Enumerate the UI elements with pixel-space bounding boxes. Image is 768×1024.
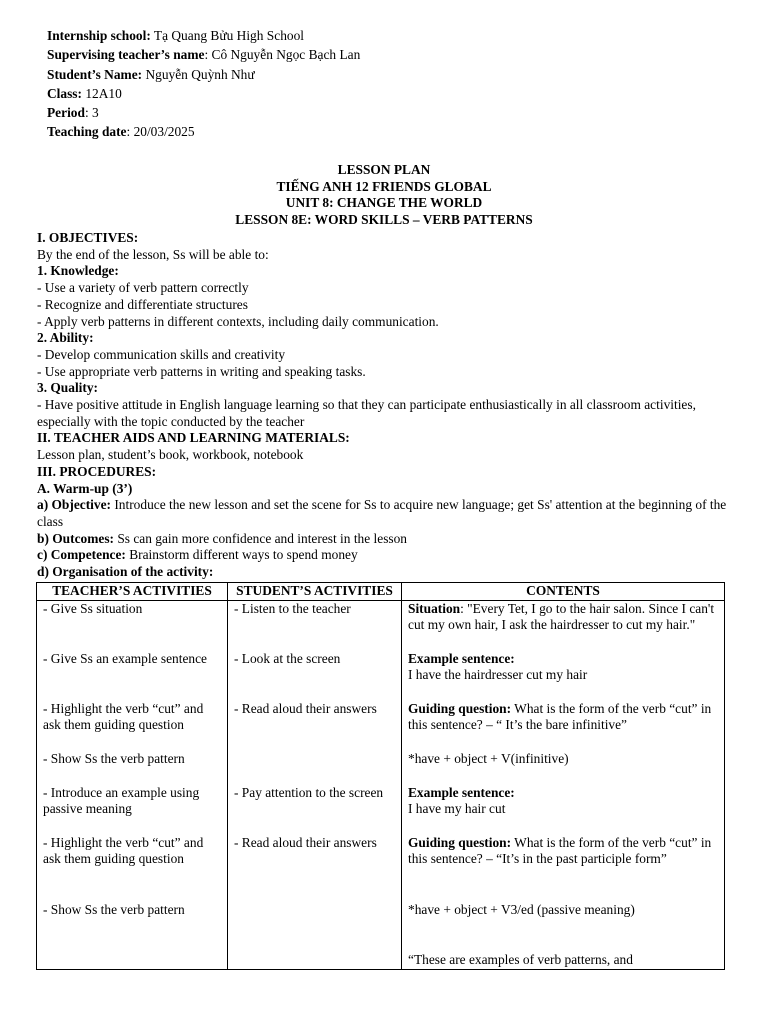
title-line-1: LESSON PLAN bbox=[337, 162, 431, 177]
objectives-intro: By the end of the lesson, Ss will be able to: bbox=[37, 246, 269, 262]
knowledge-item: - Use a variety of verb pattern correctly bbox=[37, 280, 249, 296]
quality-item: - Have positive attitude in English language learning so that they can participate enthusiastically in all classroom activities, especially with the topic conducted by the teacher bbox=[37, 397, 696, 429]
header-teacher-activities: TEACHER’S ACTIVITIES bbox=[37, 583, 228, 601]
student-activities-cell bbox=[228, 600, 402, 969]
verb-pattern-1: *have + object + V(infinitive) bbox=[408, 750, 569, 766]
ability-item: - Use appropriate verb patterns in writing and speaking tasks. bbox=[37, 363, 366, 379]
competence-paragraph: c) Competence: Brainstorm different ways to spend money bbox=[37, 547, 358, 563]
school-line: Internship school: Tạ Quang Bửu High School bbox=[47, 28, 304, 43]
quality-heading: 3. Quality: bbox=[37, 380, 99, 396]
title-line-3: UNIT 8: CHANGE THE WORLD bbox=[285, 195, 483, 211]
title-line-2: TIẾNG ANH 12 FRIENDS GLOBAL bbox=[276, 178, 492, 194]
teacher-step: - Highlight the verb “cut” and ask them guiding question bbox=[43, 700, 204, 733]
class-line: Class: 12A10 bbox=[47, 85, 122, 101]
guiding-question-1: Guiding question: What is the form of the verb “cut” in this sentence? – “ It’s the bare infinitive” bbox=[408, 700, 712, 733]
teacher-step: - Highlight the verb “cut” and ask them guiding question bbox=[43, 834, 204, 867]
procedures-heading: III. PROCEDURES: bbox=[37, 463, 157, 479]
situation-text: Situation: "Every Tet, I go to the hair salon. Since I can't cut my own hair, I ask the hairdresser to cut my hair." bbox=[408, 600, 715, 633]
teacher-activities-cell bbox=[37, 600, 228, 969]
student-step: - Pay attention to the screen bbox=[234, 784, 384, 800]
title-line-4: LESSON 8E: WORD SKILLS – VERB PATTERNS bbox=[235, 212, 533, 228]
student-step: - Listen to the teacher bbox=[234, 600, 351, 616]
student-step: - Read aloud their answers bbox=[234, 700, 377, 716]
guiding-question-2: Guiding question: What is the form of the verb “cut” in this sentence? – “It’s in the past participle form” bbox=[408, 834, 712, 867]
student-step: - Look at the screen bbox=[234, 650, 341, 666]
table-row bbox=[37, 600, 725, 969]
student-step: - Read aloud their answers bbox=[234, 834, 377, 850]
teacher-step: - Give Ss an example sentence bbox=[43, 650, 207, 666]
activity-table bbox=[36, 582, 725, 970]
period-line: Period: 3 bbox=[47, 105, 99, 121]
student-line: Student’s Name: Nguyễn Quỳnh Như bbox=[47, 66, 255, 82]
knowledge-item: - Recognize and differentiate structures bbox=[37, 296, 248, 312]
aids-text: Lesson plan, student’s book, workbook, notebook bbox=[37, 447, 304, 463]
lesson-title bbox=[37, 162, 731, 229]
warmup-heading: A. Warm-up (3’) bbox=[37, 480, 133, 496]
date-line: Teaching date: 20/03/2025 bbox=[47, 124, 195, 140]
example-sentence-2: Example sentence: I have my hair cut bbox=[408, 784, 515, 817]
teacher-line: Supervising teacher’s name: Cô Nguyễn Ngọc Bạch Lan bbox=[47, 47, 361, 63]
organisation-heading: d) Organisation of the activity: bbox=[37, 564, 214, 580]
contents-cell bbox=[402, 600, 725, 969]
objective-paragraph: a) Objective: Introduce the new lesson and set the scene for Ss to acquire new language; get Ss' attention at the beginning of the class bbox=[37, 497, 727, 529]
teacher-step: - Show Ss the verb pattern bbox=[43, 750, 185, 766]
example-sentence-1: Example sentence: I have the hairdresser cut my hair bbox=[408, 650, 588, 683]
knowledge-item: - Apply verb patterns in different contexts, including daily communication. bbox=[37, 313, 439, 329]
lesson-header bbox=[47, 26, 360, 142]
verb-pattern-2: *have + object + V3/ed (passive meaning) bbox=[408, 901, 635, 917]
aids-heading: II. TEACHER AIDS AND LEARNING MATERIALS: bbox=[37, 430, 350, 446]
knowledge-heading: 1. Knowledge: bbox=[37, 263, 119, 279]
table-header-row bbox=[37, 583, 725, 601]
teacher-step: - Show Ss the verb pattern bbox=[43, 901, 185, 917]
ability-item: - Develop communication skills and creativity bbox=[37, 346, 286, 362]
outcomes-paragraph: b) Outcomes: Ss can gain more confidence and interest in the lesson bbox=[37, 530, 408, 546]
objectives-heading: I. OBJECTIVES: bbox=[37, 230, 139, 245]
ability-heading: 2. Ability: bbox=[37, 330, 94, 346]
teacher-step: - Give Ss situation bbox=[43, 600, 143, 616]
lesson-body bbox=[37, 230, 737, 581]
closing-text: “These are examples of verb patterns, and bbox=[408, 951, 633, 967]
teacher-step: - Introduce an example using passive meaning bbox=[43, 784, 200, 817]
header-student-activities: STUDENT’S ACTIVITIES bbox=[228, 583, 402, 601]
header-contents: CONTENTS bbox=[402, 583, 725, 601]
